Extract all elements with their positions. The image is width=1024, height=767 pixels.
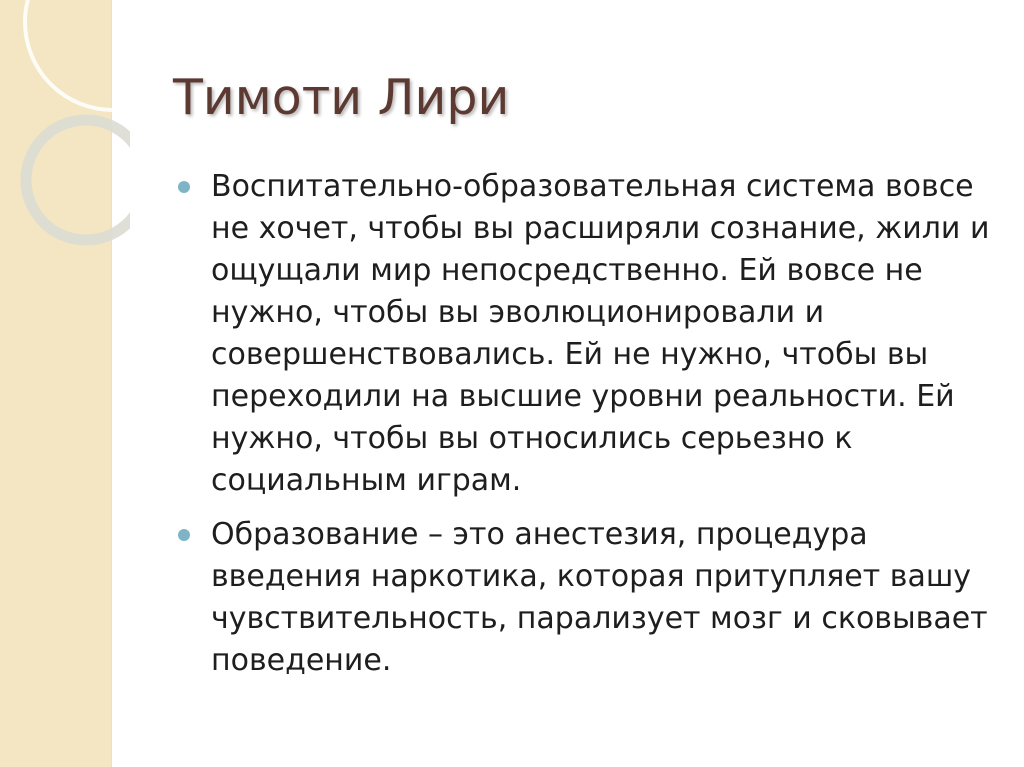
bullet-text: Воспитательно-образовательная система вовсе не хочет, чтобы вы расширяли сознание, жили и ощущали мир непосредственно. Ей вовсе не нужно, чтобы вы эволюционировали и совершенствовались. Ей не нужно, чтобы вы переходили на высшие уровни реальности. Ей нужно, чтобы вы относились серьезно к социальным играм. bbox=[211, 169, 990, 498]
bullet-text: Образование – это анестезия, процедура введения наркотика, которая притупляет вашу чувствительность, парализует мозг и сковывает поведение. bbox=[211, 517, 988, 678]
decorative-ring-lower bbox=[26, 120, 130, 240]
slide-title: Тимоти Лири bbox=[173, 69, 510, 126]
bullet-item bbox=[178, 166, 998, 502]
decorative-ring-upper bbox=[25, 0, 130, 110]
bullet-dot-icon bbox=[178, 181, 190, 193]
decorative-rings bbox=[0, 0, 130, 300]
bullet-list bbox=[178, 166, 998, 694]
bullet-dot-icon bbox=[178, 529, 190, 541]
bullet-item bbox=[178, 514, 998, 682]
